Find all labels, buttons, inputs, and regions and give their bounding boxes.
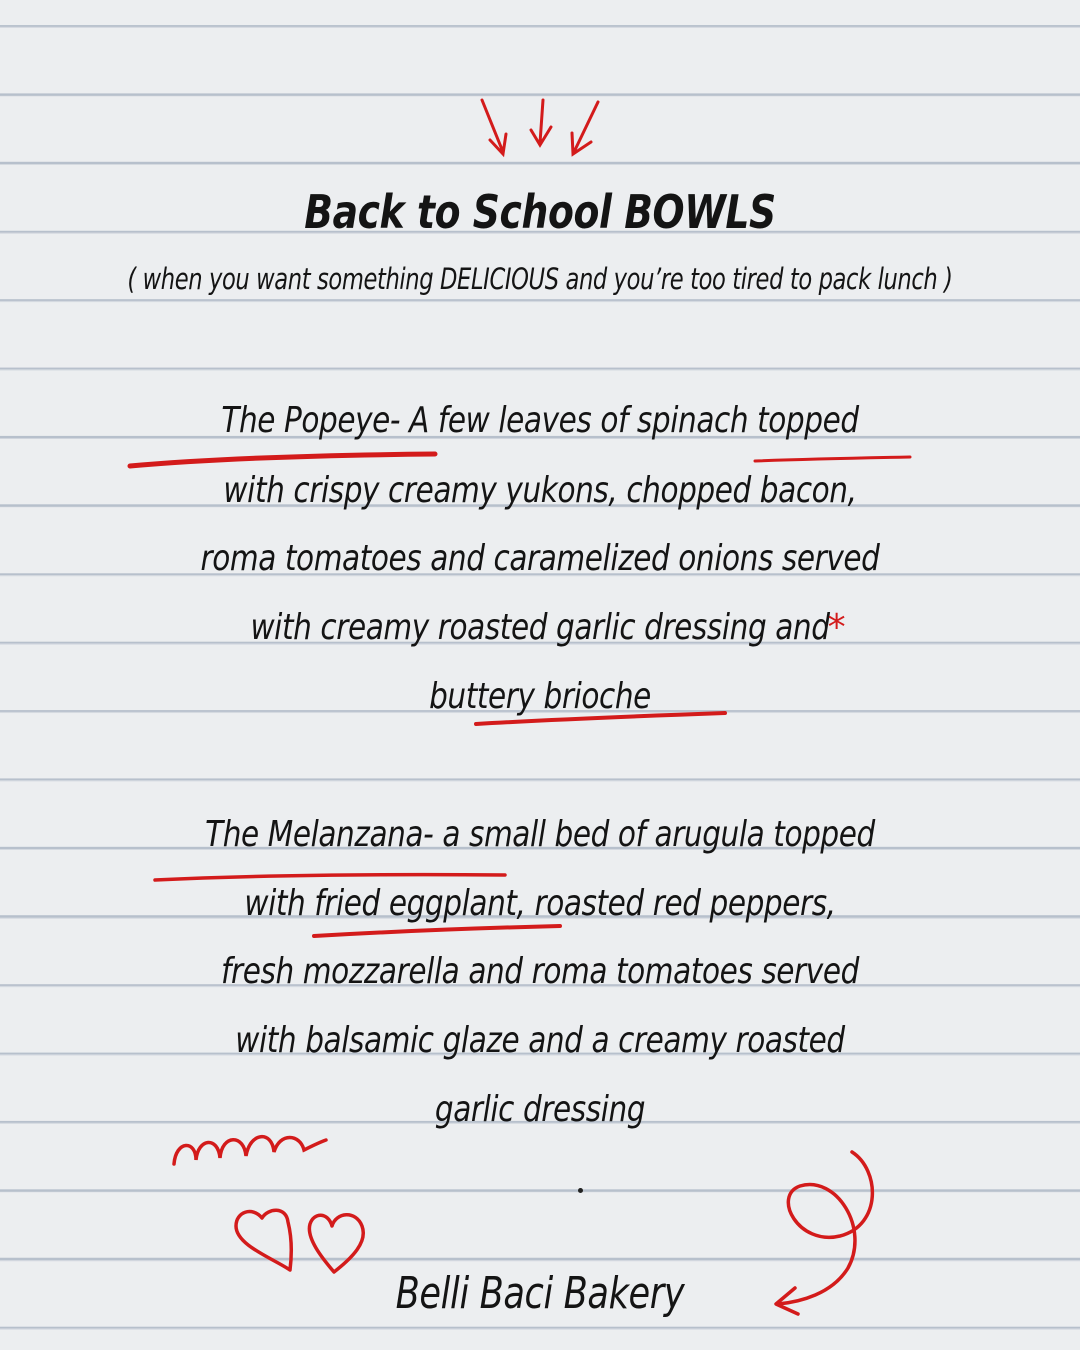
bakery-signature: Belli Baci Bakery <box>395 1268 685 1319</box>
bowl-2-line-1: The Melanzana- a small bed of arugula topped <box>205 814 875 855</box>
page-subtitle: ( when you want something DELICIOUS and you’re too tired to pack lunch ) <box>127 262 953 296</box>
page-title: Back to School BOWLS <box>304 185 776 239</box>
underline <box>130 454 435 466</box>
bowl-2-line-4: with balsamic glaze and a creamy roasted <box>235 1020 845 1061</box>
arrow-down-icon <box>482 100 506 154</box>
bowl-1-line-5: buttery brioche <box>429 676 651 717</box>
arrow-down-icon <box>531 100 551 145</box>
heart-icon <box>236 1210 291 1270</box>
bowl-1-line-3: roma tomatoes and caramelized onions served <box>200 538 880 579</box>
arrow-down-icon <box>572 102 598 154</box>
bowl-1-line-4: with creamy roasted garlic dressing and <box>250 607 830 648</box>
underline <box>755 457 910 461</box>
underline <box>314 926 560 936</box>
bowl-2-line-2: with fried eggplant, roasted red peppers, <box>244 883 836 924</box>
squiggle-icon <box>174 1137 326 1164</box>
ink-dot <box>578 1188 583 1193</box>
underline <box>155 875 505 880</box>
bowl-1-line-1: The Popeye- A few leaves of spinach topped <box>221 400 859 441</box>
bowl-1-line-2: with crispy creamy yukons, chopped bacon, <box>223 470 857 511</box>
bowl-2-line-5: garlic dressing <box>434 1089 646 1130</box>
red-asterisk: * <box>827 607 846 648</box>
heart-icon <box>309 1215 363 1272</box>
bowl-2-line-3: fresh mozzarella and roma tomatoes served <box>221 951 859 992</box>
